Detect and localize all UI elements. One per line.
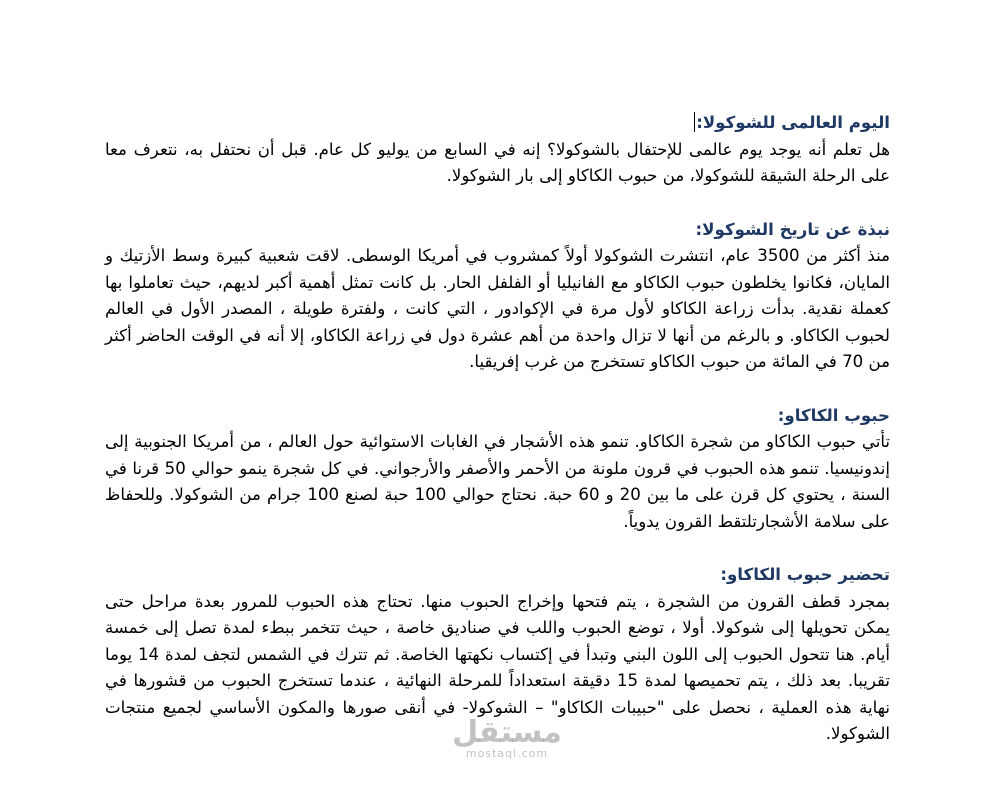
section-heading-text: اليوم العالمى للشوكولا: bbox=[696, 113, 890, 132]
section-paragraph: بمجرد قطف القرون من الشجرة ، يتم فتحها وإخراج الحبوب منها. تحتاج هذه الحبوب للمرور بعدة مراحل حتى يمكن تحويلها إلى شوكولا. أولا ، توضع الحبوب واللب في صناديق خاصة ، حيث تتخمر ببطء لمدة تصل إلى خمسة أيام. هنا تتحول الحبوب إلى اللون البني وتبدأ في إكتساب نكهتها الخاصة. ثم تترك في الشمس لتجف لمدة 14 يوما تقريبا. بعد ذلك ، يتم تحميصها لمدة 15 دقيقة استعداداً للمرحلة النهائية ، عندما تستخرج الحبوب من قشورها في نهاية هذه العملية ، نحصل على "حبيبات الكاكاو" – الشوكولا- في أنقى صورها والمكون الأساسي لجميع منتجات الشوكولا. bbox=[105, 591, 891, 743]
section-cocoa-beans bbox=[105, 403, 890, 536]
watermark-main-text: مستقل bbox=[452, 715, 562, 750]
section-heading: نبذة عن تاريخ الشوكولا: bbox=[695, 219, 890, 239]
section-heading: حبوب الكاكاو: bbox=[777, 405, 890, 425]
section-heading: تحضير حبوب الكاكاو: bbox=[720, 565, 890, 584]
section-world-chocolate-day bbox=[105, 110, 890, 190]
watermark-sub-text: mostaql.com bbox=[465, 747, 549, 760]
section-cocoa-preparation bbox=[105, 562, 890, 748]
section-paragraph: هل تعلم أنه يوجد يوم عالمى للإحتفال بالشوكولا؟ إنه في السابع من يوليو كل عام. قبل أن نحتفل به، نتعرف معا على الرحلة الشيقة للشوكولا، من حبوب الكاكاو إلى بار الشوكولا. bbox=[105, 139, 890, 185]
section-chocolate-history bbox=[105, 217, 890, 376]
document-body[interactable] bbox=[105, 110, 890, 775]
section-heading bbox=[105, 110, 890, 137]
section-paragraph: منذ أكثر من 3500 عام، انتشرت الشوكولا أولاً كمشروب في أمريكا الوسطى. لاقت شعبية كبيرة وسط الأزتيك و المايان، فكانوا يخلطون حبوب الكاكاو مع الفانيليا أو الفلفل الحار. بل كانت تمثل أهمية أكبر لديهم، حيث تعاملوا بها كعملة نقدية. بدأت زراعة الكاكاو لأول مرة في الإكوادور ، التي كانت ، ولفترة طويلة ، المصدر الأول في العالم لحبوب الكاكاو. و بالرغم من أنها لا تزال واحدة من أهم عشرة دول في زراعة الكاكاو، إلا أنه في الوقت الحاضر أكثر من 70 في المائة من حبوب الكاكاو تستخرج من غرب إفريقيا. bbox=[105, 246, 890, 371]
section-paragraph: تأتي حبوب الكاكاو من شجرة الكاكاو. تنمو هذه الأشجار في الغابات الاستوائية حول العالم ، من أمريكا الجنوبية إلى إندونيسيا. تنمو هذه الحبوب في قرون ملونة من الأحمر والأصفر والأرجواني. في كل شجرة ينمو حوالي 50 قرنا في السنة ، يحتوي كل قرن على ما بين 20 و 60 حبة. نحتاج حوالي 100 حبة لصنع 100 جرام من الشوكولا. وللحفاظ على سلامة الأشجارتلتقط القرون يدوياً. bbox=[105, 432, 890, 531]
